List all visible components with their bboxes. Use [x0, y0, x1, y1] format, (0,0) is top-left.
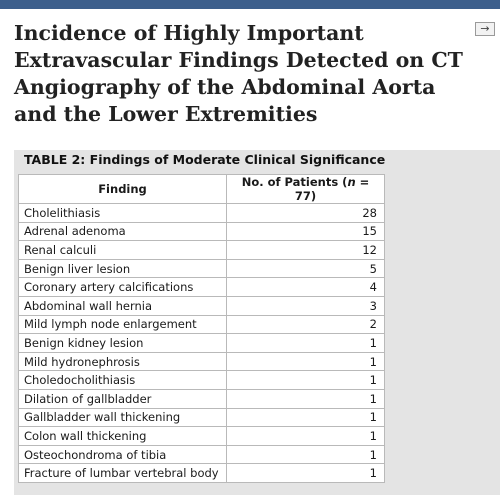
finding-cell: Abdominal wall hernia — [19, 296, 227, 315]
count-cell: 1 — [227, 445, 385, 464]
count-cell: 28 — [227, 204, 385, 223]
table-row — [19, 408, 385, 427]
table-row — [19, 334, 385, 353]
finding-cell: Dilation of gallbladder — [19, 389, 227, 408]
finding-cell: Renal calculi — [19, 241, 227, 260]
count-cell: 1 — [227, 371, 385, 390]
table-header-row — [19, 175, 385, 204]
count-cell: 12 — [227, 241, 385, 260]
table-row — [19, 278, 385, 297]
header-finding: Finding — [19, 175, 227, 204]
table-row — [19, 204, 385, 223]
table-row — [19, 315, 385, 334]
finding-cell: Mild hydronephrosis — [19, 352, 227, 371]
finding-cell: Colon wall thickening — [19, 427, 227, 446]
table-row — [19, 464, 385, 483]
count-cell: 1 — [227, 464, 385, 483]
table-row — [19, 427, 385, 446]
article-title: Incidence of Highly Important Extravascular Findings Detected on CT Angiography of the Abdominal Aorta and the Lower Extremities — [14, 21, 463, 126]
finding-cell: Coronary artery calcifications — [19, 278, 227, 297]
finding-cell: Choledocholithiasis — [19, 371, 227, 390]
table-row — [19, 371, 385, 390]
table-row — [19, 445, 385, 464]
table-row — [19, 259, 385, 278]
count-cell: 1 — [227, 334, 385, 353]
table-container — [14, 150, 500, 495]
finding-cell: Cholelithiasis — [19, 204, 227, 223]
count-cell: 1 — [227, 352, 385, 371]
finding-cell: Osteochondroma of tibia — [19, 445, 227, 464]
table-row — [19, 389, 385, 408]
count-cell: 1 — [227, 427, 385, 446]
header-count-n: n — [347, 175, 356, 189]
finding-cell: Adrenal adenoma — [19, 222, 227, 241]
finding-cell: Benign liver lesion — [19, 259, 227, 278]
findings-table — [18, 174, 385, 483]
count-cell: 5 — [227, 259, 385, 278]
count-cell: 3 — [227, 296, 385, 315]
count-cell: 15 — [227, 222, 385, 241]
count-cell: 2 — [227, 315, 385, 334]
table-caption: TABLE 2: Findings of Moderate Clinical Significance — [24, 152, 386, 167]
finding-cell: Benign kidney lesion — [19, 334, 227, 353]
table-row — [19, 241, 385, 260]
finding-cell: Mild lymph node enlargement — [19, 315, 227, 334]
table-row — [19, 296, 385, 315]
expand-arrow-icon[interactable]: → — [475, 22, 495, 36]
finding-cell: Gallbladder wall thickening — [19, 408, 227, 427]
header-patient-count — [227, 175, 385, 204]
table-row — [19, 222, 385, 241]
header-count-prefix: No. of Patients ( — [241, 175, 348, 189]
table-row — [19, 352, 385, 371]
count-cell: 4 — [227, 278, 385, 297]
header-count-suffix: = 77) — [294, 175, 370, 203]
finding-cell: Fracture of lumbar vertebral body — [19, 464, 227, 483]
count-cell: 1 — [227, 408, 385, 427]
count-cell: 1 — [227, 389, 385, 408]
top-nav-bar — [0, 0, 500, 9]
